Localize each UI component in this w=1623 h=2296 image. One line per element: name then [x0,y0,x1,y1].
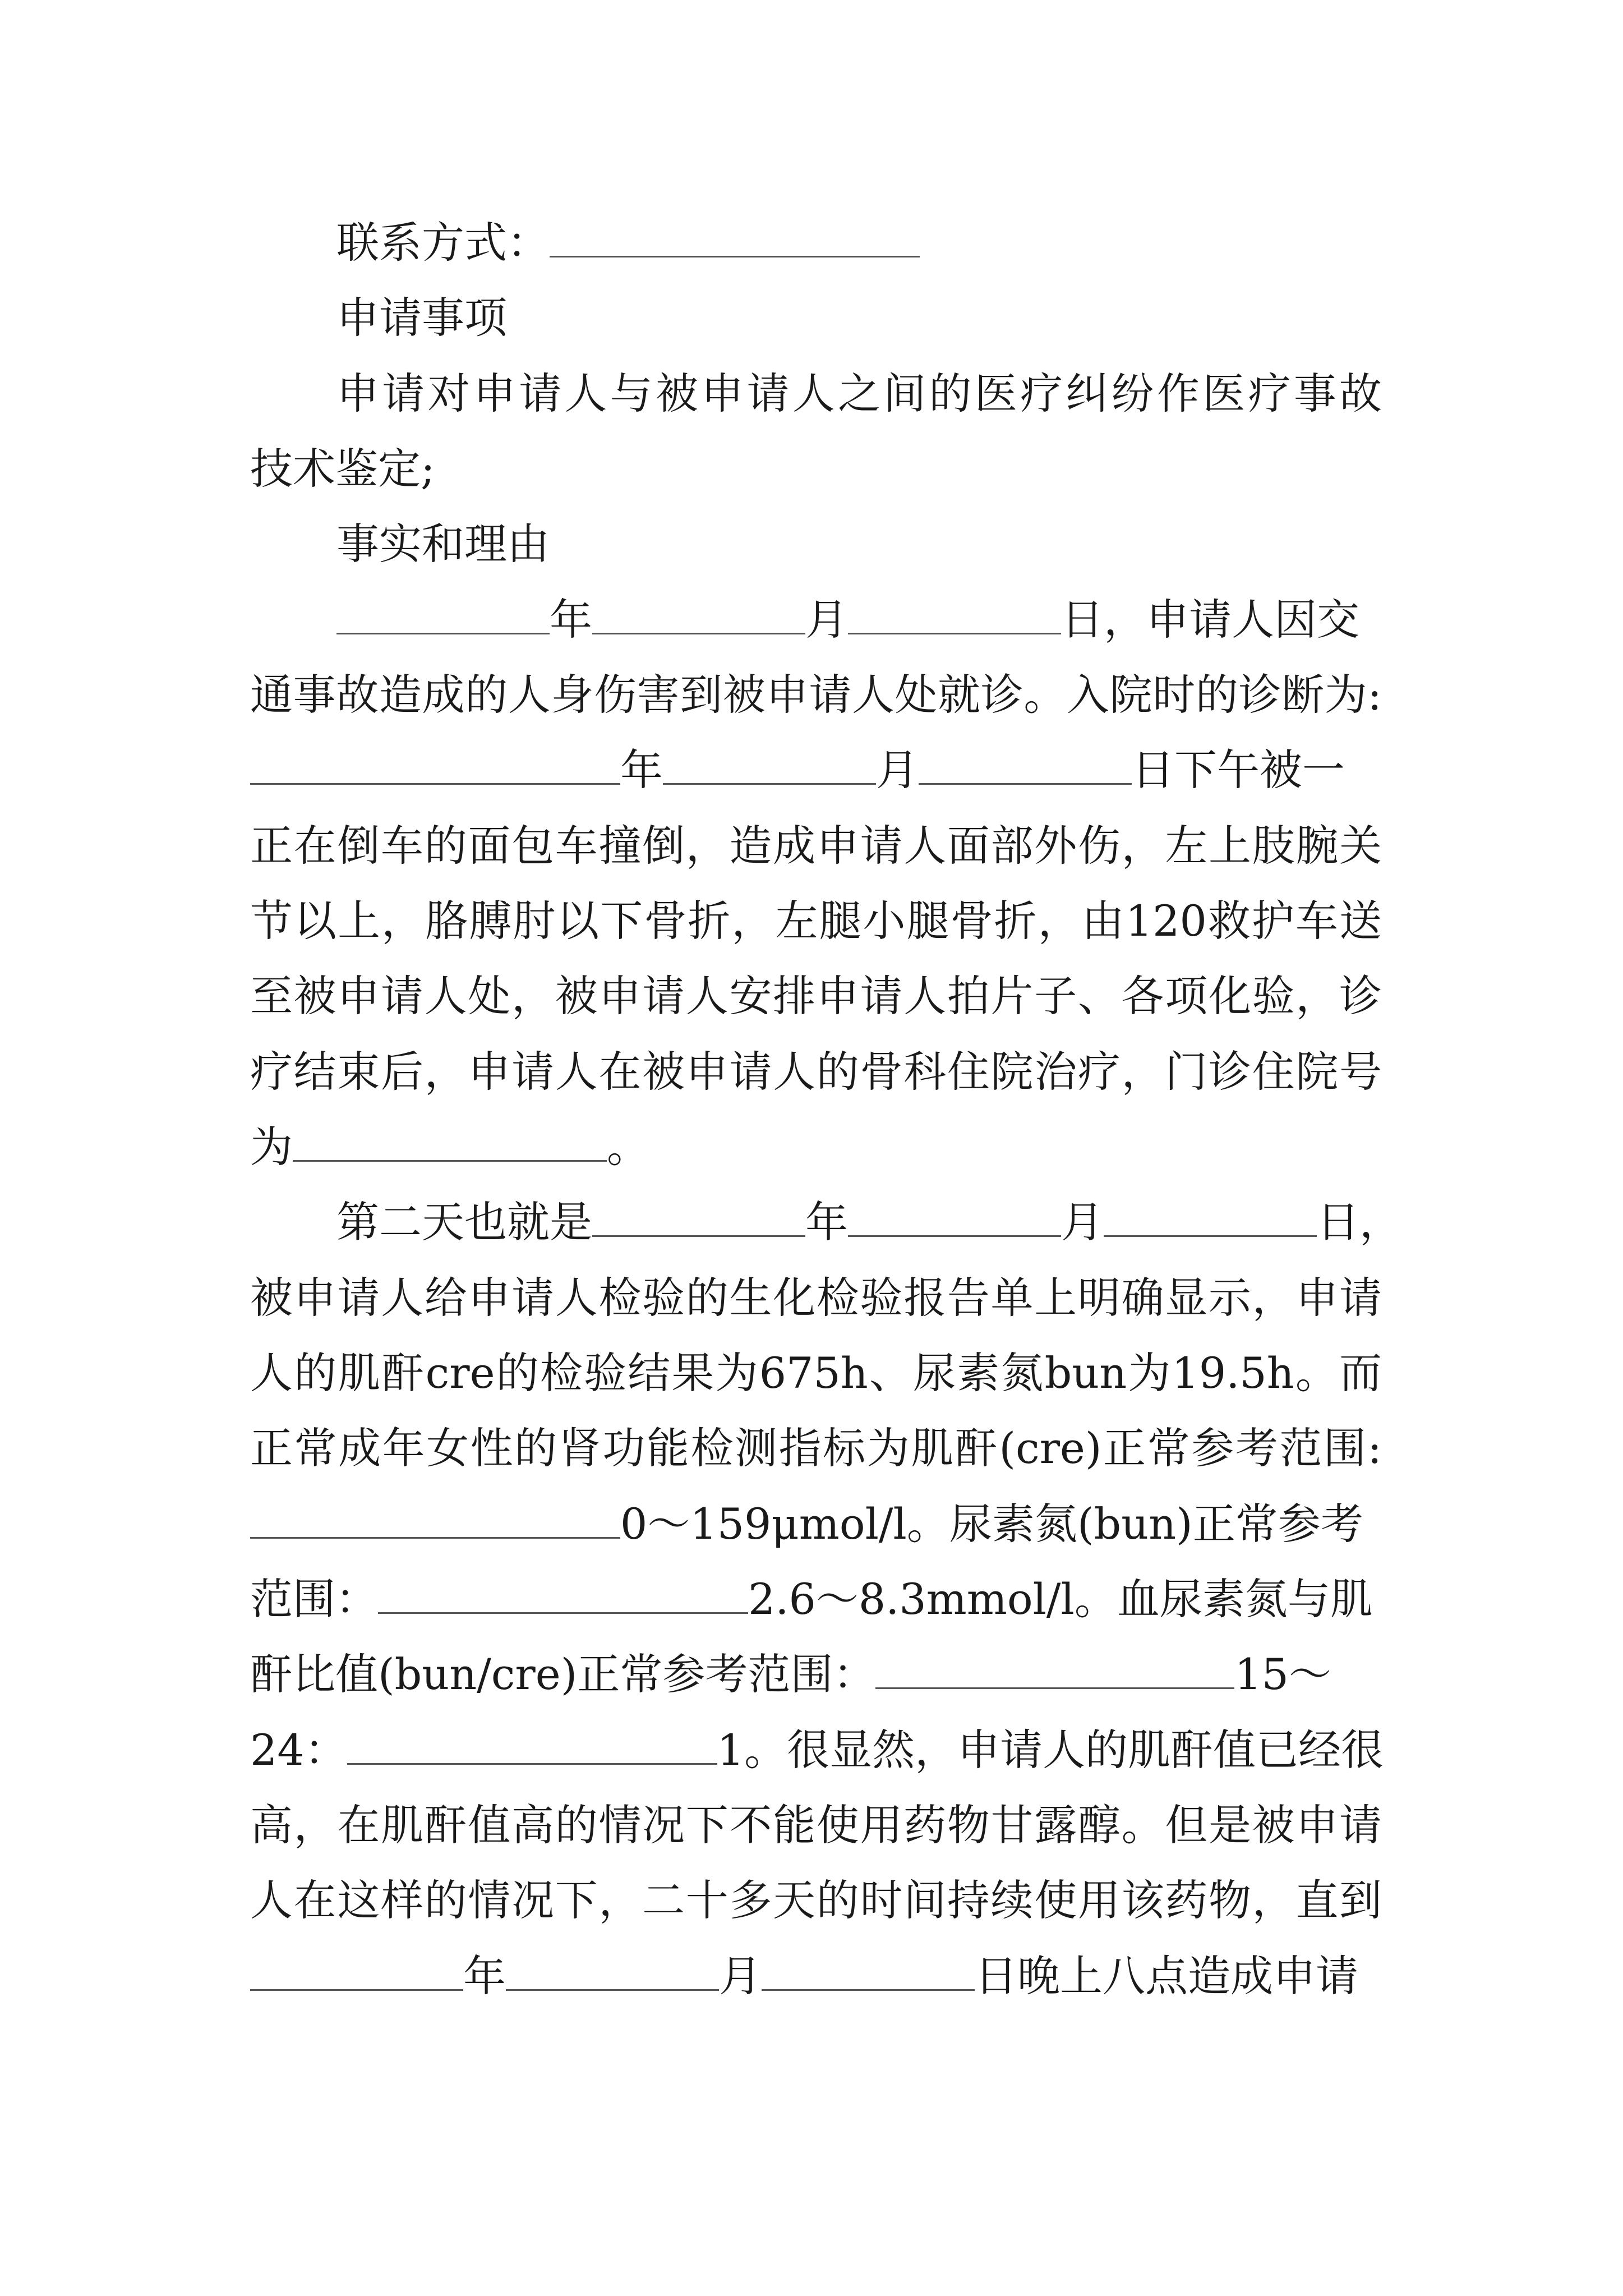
reference-range-label: 范围： [250,1574,378,1624]
paragraph-line: 正常成年女性的肾功能检测指标为肌酐(cre)正常参考范围: [250,1423,1382,1473]
sentence-end: 。 [607,1122,649,1172]
year-blank [592,1203,805,1237]
reference-range-label: 24： [250,1725,347,1775]
contact-line [336,204,1382,282]
reference-range-text: 15～ [1234,1649,1332,1699]
section-heading-application-items: 申请事项 [336,293,507,343]
paragraph-line: 申请对申请人与被申请人之间的医疗纠纷作医疗事故 [336,369,1382,418]
reference-range-line [250,1485,1382,1563]
blank-line [378,1580,748,1614]
paragraph-line: 疗结束后，申请人在被申请人的骨科住院治疗，门诊住院号 [250,1047,1382,1097]
year-label: 年 [463,1951,506,2001]
year-label: 年 [550,595,592,645]
contact-blank [550,223,920,257]
paragraph-line: 人在这样的情况下，二十多天的时间持续使用该药物，直到 [250,1875,1382,1925]
reference-range-line [250,1635,1382,1714]
date-line [250,1937,1382,2016]
month-label: 月 [876,745,919,795]
date-line [336,581,1382,659]
reference-range-label: 酐比值(bun/cre)正常参考范围： [250,1649,876,1699]
paragraph-line: 节以上，胳膊肘以下骨折，左腿小腿骨折，由120救护车送 [250,896,1382,946]
paragraph-line: 正在倒车的面包车撞倒，造成申请人面部外伤，左上肢腕关 [250,821,1382,871]
date-line-text: 日， [1317,1197,1402,1247]
year-label: 年 [805,1197,848,1247]
blank-line [250,1504,620,1539]
month-label: 月 [805,595,848,645]
day-blank [919,751,1132,785]
month-blank [592,600,805,634]
reference-range-line [250,1560,1382,1639]
reference-range-text: 1。很显然，申请人的肌酐值已经很 [717,1725,1384,1775]
day-blank [848,600,1061,634]
year-label: 年 [620,745,663,795]
month-blank [506,1957,719,1991]
day-blank [762,1957,975,1991]
month-label: 月 [1061,1197,1104,1247]
year-blank [336,600,550,634]
date-line-text: 日下午被一 [1132,745,1345,795]
day-blank [1104,1203,1317,1237]
month-blank [663,751,876,785]
section-heading-facts-and-reasons: 事实和理由 [336,519,550,569]
reference-range-text: 0～159μmol/l。尿素氮(bun)正常参考 [620,1499,1363,1549]
date-line-text: 日晚上八点造成申请 [975,1951,1358,2001]
reference-range-line [250,1711,1382,1789]
reference-range-text: 2.6～8.3mmol/l。血尿素氮与肌 [748,1574,1373,1624]
blank-line [875,1655,1234,1689]
paragraph-line: 技术鉴定; [250,444,435,494]
month-blank [848,1203,1061,1237]
contact-label: 联系方式： [336,218,550,268]
paragraph-line: 被申请人给申请人检验的生化检验报告单上明确显示，申请 [250,1273,1382,1323]
hospital-number-label: 为 [250,1122,293,1172]
paragraph-line: 至被申请人处，被申请人安排申请人拍片子、各项化验，诊 [250,971,1382,1021]
year-blank [250,1957,463,1991]
paragraph-line: 人的肌酐cre的检验结果为675h、尿素氮bun为19.5h。而 [250,1348,1382,1398]
blank-line [347,1731,717,1765]
month-label: 月 [719,1951,762,2001]
date-line-text: 第二天也就是 [336,1197,592,1247]
date-line-text: 日，申请人因交 [1061,595,1359,645]
paragraph-line: 通事故造成的人身伤害到被申请人处就诊。入院时的诊断为: [250,670,1382,720]
hospital-number-blank [293,1128,607,1162]
date-line [336,1183,1402,1262]
hospital-number-line [250,1108,1382,1186]
paragraph-line: 高，在肌酐值高的情况下不能使用药物甘露醇。但是被申请 [250,1800,1382,1850]
date-line [250,731,1382,809]
year-blank [250,751,620,785]
